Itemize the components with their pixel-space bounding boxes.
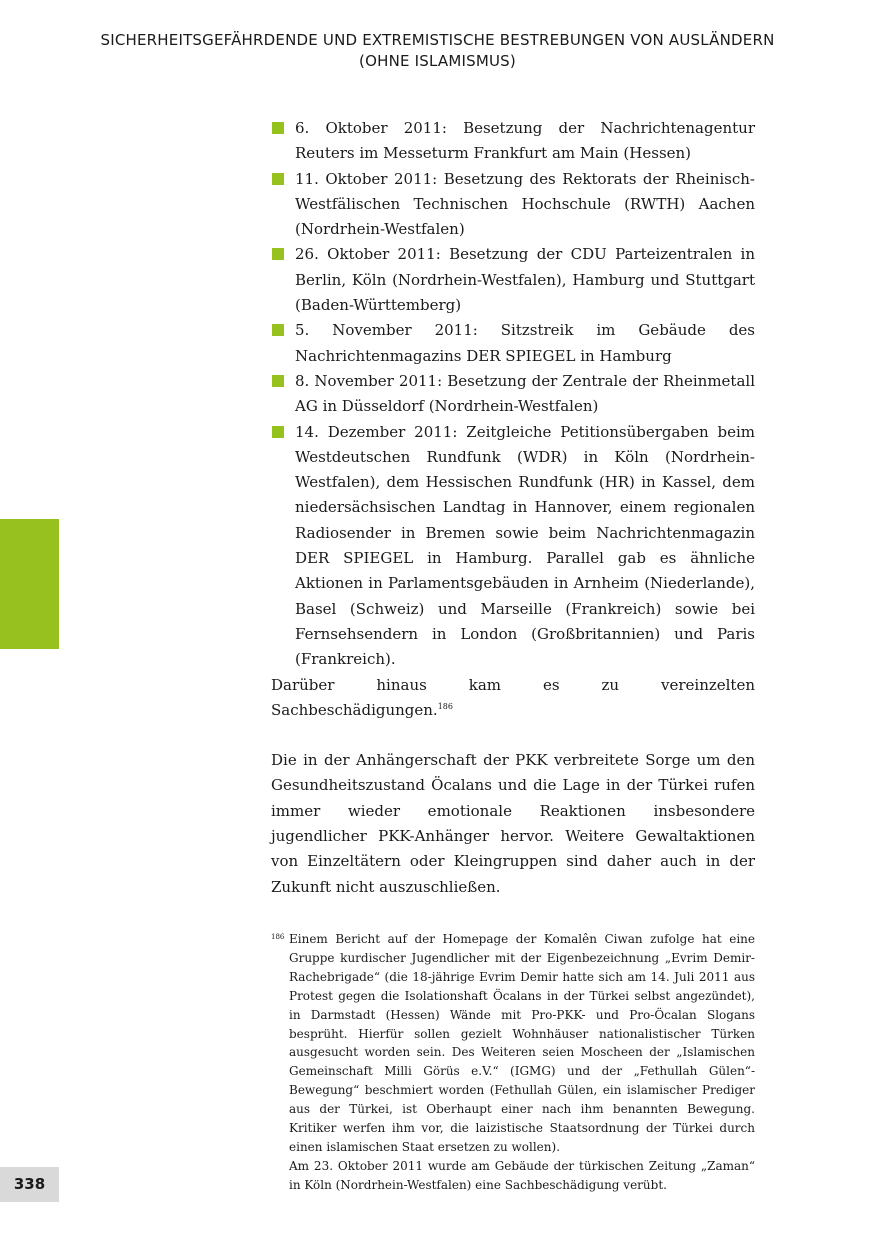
running-header xyxy=(0,30,875,72)
list-item-text: 11. Oktober 2011: Besetzung des Rektorats der Rheinisch-Westfälischen Technischen Hochschule (RWTH) Aachen (Nordrhein-Westfalen) xyxy=(295,169,755,239)
page-number: 338 xyxy=(0,1167,59,1202)
list-item xyxy=(271,242,755,318)
list-item-text: 8. November 2011: Besetzung der Zentrale der Rheinmetall AG in Düsseldorf (Nordrhein-Westfalen) xyxy=(295,371,755,416)
event-list xyxy=(271,116,755,673)
summary-line xyxy=(271,673,755,724)
list-item xyxy=(271,167,755,243)
footnote-reference[interactable]: 186 xyxy=(437,701,453,711)
list-item xyxy=(271,116,755,167)
bullet-square-icon xyxy=(272,426,284,438)
bullet-square-icon xyxy=(272,122,284,134)
bullet-square-icon xyxy=(272,375,284,387)
list-item xyxy=(271,369,755,420)
list-item-text: 26. Oktober 2011: Besetzung der CDU Parteizentralen in Berlin, Köln (Nordrhein-Westfalen), Hamburg und Stuttgart (Baden-Württemberg) xyxy=(295,245,755,315)
footnote-text-1: Einem Bericht auf der Homepage der Komalên Ciwan zufolge hat eine Gruppe kurdischer Jugendlicher mit der Eigenbezeichnung „Evrim Demir-Rachebrigade“ (die 18-jährige Evrim Demir hatte sich am 14. Juli 2011 aus Protest gegen die Isolationshaft Öcalans in der Türkei selbst angezündet), in Darmstadt (Hessen) Wände mit Pro-PKK- und Pro-Öcalan Slogans besprüht. Hierfür sollen gezielt Wohnhäuser nationalistischer Türken ausgesucht worden sein. Des Weiteren seien Moscheen der „Islamischen Gemeinschaft Milli Görüs e.V.“ (IGMG) und der „Fethullah Gülen“-Bewegung“ beschmiert worden (Fethullah Gülen, ein islamischer Prediger aus der Türkei, ist Oberhaupt einer nach ihm benannten Bewegung. Kritiker werfen ihm vor, die laizistische Staatsordnung der Türkei durch einen islamischen Staat ersetzen zu wollen). xyxy=(289,932,755,1154)
list-item xyxy=(271,420,755,673)
footnote-186 xyxy=(271,930,755,1195)
footnote-number: 186 xyxy=(271,933,285,941)
bullet-square-icon xyxy=(272,173,284,185)
main-content xyxy=(271,116,755,900)
body-paragraph: Die in der Anhängerschaft der PKK verbreitete Sorge um den Gesundheitszustand Öcalans und die Lage in der Türkei rufen immer wieder emotionale Reaktionen insbesondere jugendlicher PKK-Anhänger hervor. Weitere Gewaltaktionen von Einzeltätern oder Kleingruppen sind daher auch in der Zukunft nicht auszuschließen. xyxy=(271,751,755,896)
running-header-line-2: (OHNE ISLAMISMUS) xyxy=(359,52,516,70)
bullet-square-icon xyxy=(272,248,284,260)
footnotes xyxy=(271,930,755,1195)
list-item xyxy=(271,318,755,369)
footnote-text-2: Am 23. Oktober 2011 wurde am Gebäude der türkischen Zeitung „Zaman“ in Köln (Nordrhein-Westfalen) eine Sachbeschädigung verübt. xyxy=(289,1158,755,1192)
summary-text: Darüber hinaus kam es zu vereinzelten Sachbeschädigungen. xyxy=(271,675,755,719)
list-item-text: 14. Dezember 2011: Zeitgleiche Petitionsübergaben beim Westdeutschen Rundfunk (WDR) in Köln (Nordrhein-Westfalen), dem Hessischen Rundfunk (HR) in Kassel, dem niedersächsischen Landtag in Hannover, einem regionalen Radiosender in Bremen sowie beim Nachrichtenmagazin DER SPIEGEL in Hamburg. Parallel gab es ähnliche Aktionen in Parlamentsgebäuden in Arnheim (Niederlande), Basel (Schweiz) und Marseille (Frankreich) sowie bei Fernsehsendern in London (Großbritannien) und Paris (Frankreich). xyxy=(295,422,755,669)
list-item-text: 5. November 2011: Sitzstreik im Gebäude des Nachrichtenmagazins DER SPIEGEL in Hamburg xyxy=(295,321,755,365)
bullet-square-icon xyxy=(272,324,284,336)
list-item-text: 6. Oktober 2011: Besetzung der Nachrichtenagentur Reuters im Messeturm Frankfurt am Main (Hessen) xyxy=(295,119,755,163)
chapter-tab-marker xyxy=(0,519,59,649)
running-header-line-1: SICHERHEITSGEFÄHRDENDE UND EXTREMISTISCHE BESTREBUNGEN VON AUSLÄNDERN xyxy=(100,31,775,49)
